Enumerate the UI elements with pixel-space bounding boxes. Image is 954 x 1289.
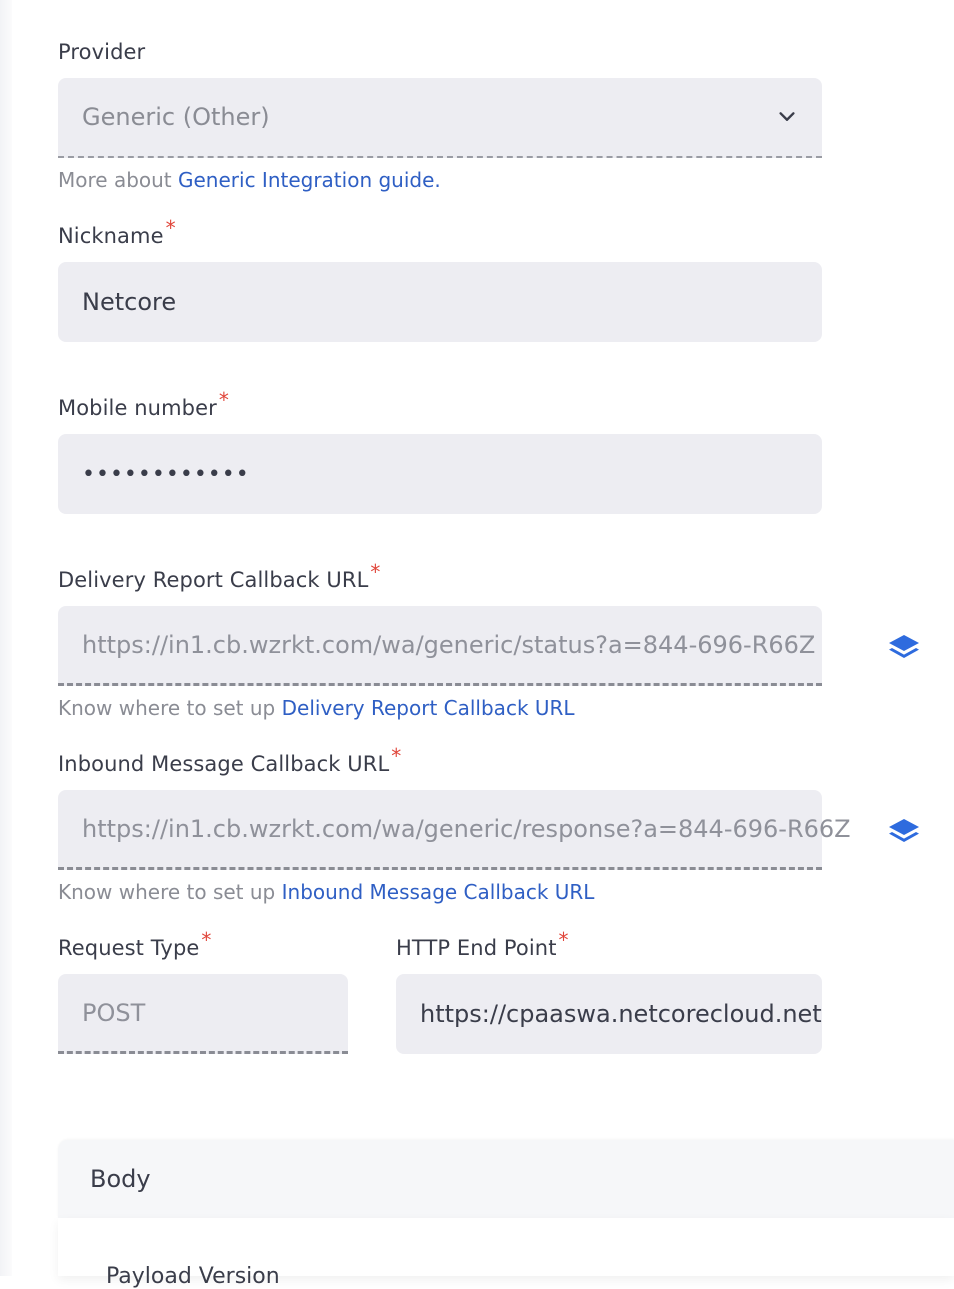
mobile-number-input[interactable]: [58, 434, 822, 514]
http-endpoint-value: https://cpaaswa.netcorecloud.net: [420, 1000, 822, 1028]
delivery-url-label: Delivery Report Callback URL *: [58, 560, 381, 592]
mobile-number-label: Mobile number *: [58, 388, 229, 420]
copy-layers-icon[interactable]: [886, 816, 922, 848]
delivery-url-field[interactable]: [58, 606, 822, 686]
request-type-value: POST: [82, 998, 146, 1027]
required-marker: *: [218, 388, 229, 412]
required-marker: *: [165, 216, 176, 240]
nickname-input[interactable]: [58, 262, 822, 342]
copy-layers-icon[interactable]: [886, 632, 922, 664]
required-marker: *: [201, 928, 212, 952]
provider-label: Provider: [58, 40, 146, 64]
body-section-title: Body: [90, 1165, 151, 1193]
http-endpoint-input[interactable]: [396, 974, 822, 1054]
nickname-label: Nickname *: [58, 216, 176, 248]
provider-help: More about Generic Integration guide.: [58, 168, 441, 192]
inbound-url-help: Know where to set up Inbound Message Callback URL: [58, 880, 595, 904]
delivery-url-help-link[interactable]: Delivery Report Callback URL: [281, 696, 575, 720]
delivery-url-value: https://in1.cb.wzrkt.com/wa/generic/status?a=844-696-R66Z: [82, 630, 816, 659]
nickname-input-value: Netcore: [82, 288, 177, 316]
inbound-url-field[interactable]: [58, 790, 851, 870]
request-type-label: Request Type *: [58, 928, 212, 960]
chevron-down-icon: [776, 106, 798, 128]
required-marker: *: [391, 744, 402, 768]
payload-version-label: Payload Version: [106, 1264, 280, 1289]
body-section-header[interactable]: [58, 1140, 954, 1218]
inbound-url-value: https://in1.cb.wzrkt.com/wa/generic/response?a=844-696-R66Z: [82, 814, 851, 843]
mobile-number-input-value: ••••••••••••: [82, 461, 250, 487]
generic-integration-guide-link[interactable]: Generic Integration guide.: [178, 168, 441, 192]
delivery-url-help: Know where to set up Delivery Report Callback URL: [58, 696, 575, 720]
inbound-url-label: Inbound Message Callback URL *: [58, 744, 402, 776]
left-edge-shadow: [0, 0, 12, 1276]
inbound-url-help-link[interactable]: Inbound Message Callback URL: [281, 880, 595, 904]
request-type-field[interactable]: [58, 974, 348, 1054]
required-marker: *: [370, 560, 381, 584]
required-marker: *: [558, 928, 569, 952]
provider-select-value: Generic (Other): [82, 103, 270, 131]
provider-select[interactable]: [58, 78, 822, 158]
http-endpoint-label: HTTP End Point *: [396, 928, 569, 960]
